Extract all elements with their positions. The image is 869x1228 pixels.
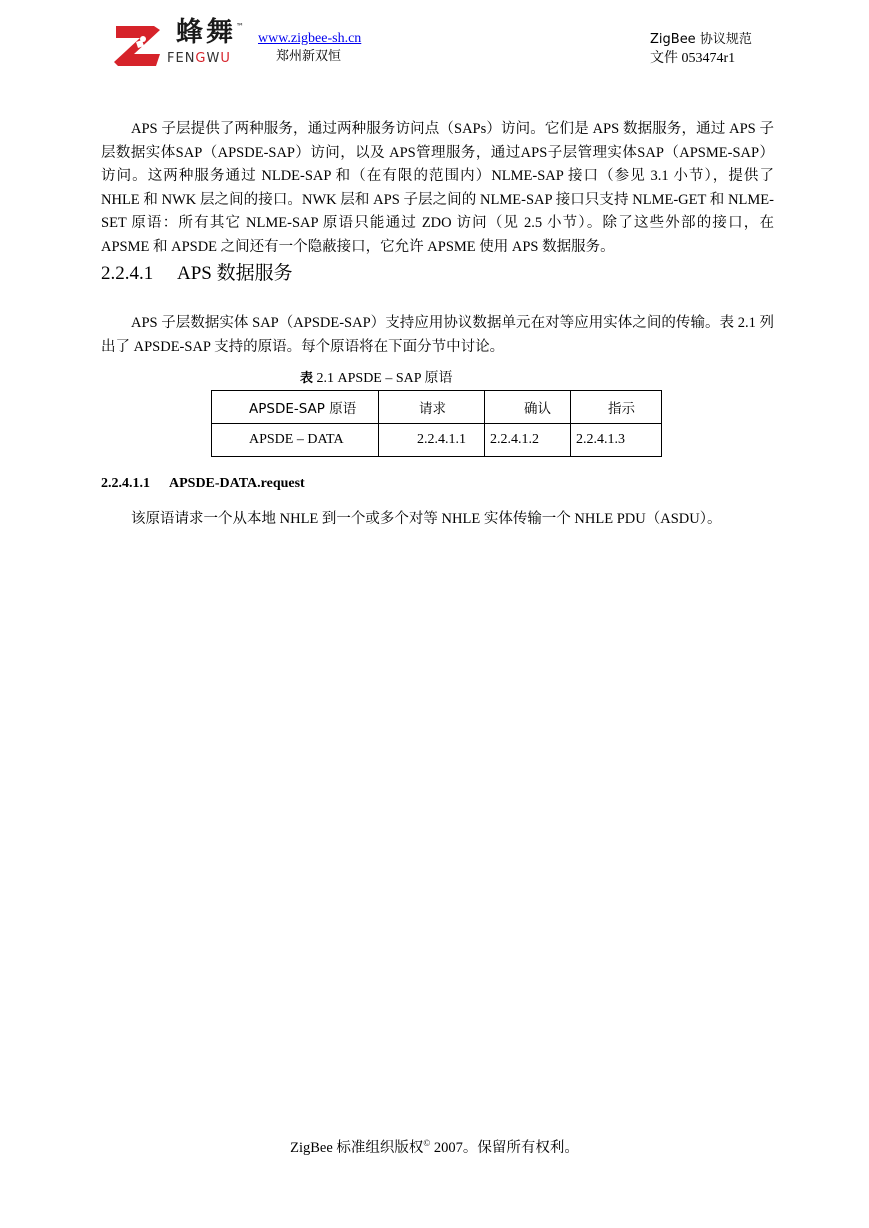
table-caption: 表 2.1 APSDE – SAP 原语 <box>300 371 453 386</box>
table-header-row <box>212 391 662 424</box>
subsection-number: 2.2.4.1.1 <box>101 476 150 491</box>
brand-english-name: FENGWU <box>167 51 231 66</box>
section-heading <box>101 261 293 287</box>
table-row <box>212 424 662 457</box>
header-cell: APSDE-SAP 原语 <box>212 391 379 424</box>
trademark-mark: ™ <box>236 22 244 31</box>
section-number: 2.2.4.1 <box>101 263 154 284</box>
table-cell: 2.2.4.1.3 <box>571 424 662 457</box>
subsection-heading <box>101 474 305 494</box>
header-cell: 确认 <box>485 391 571 424</box>
table-cell: 2.2.4.1.1 <box>379 424 485 457</box>
header-cell: 指示 <box>571 391 662 424</box>
copyright-icon: © <box>423 1138 431 1148</box>
table-cell: APSDE – DATA <box>212 424 379 457</box>
subsection-paragraph: 该原语请求一个从本地 NHLE 到一个或多个对等 NHLE 实体传输一个 NHLE PDU（ASDU）。 <box>131 511 722 527</box>
document-title: ZigBee 协议规范 <box>650 32 752 47</box>
brand-chinese-name: 蜂舞 <box>176 17 236 48</box>
section-title: APS 数据服务 <box>177 263 293 284</box>
table-cell: 2.2.4.1.2 <box>485 424 571 457</box>
primitives-table <box>211 390 662 457</box>
document-number: 文件 053474r1 <box>650 51 736 66</box>
company-name: 郑州新双恒 <box>276 48 342 63</box>
subsection-title: APSDE-DATA.request <box>169 476 305 491</box>
header-cell: 请求 <box>379 391 485 424</box>
section-paragraph: APS 子层数据实体 SAP（APSDE-SAP）支持应用协议数据单元在对等应用实体之间的传输。表 2.1 列出了 APSDE-SAP 支持的原语。每个原语将在下面分节中讨论。 <box>101 315 774 355</box>
intro-paragraph: APS 子层提供了两种服务，通过两种服务访问点（SAPs）访问。它们是 APS 数据服务，通过 APS 子层数据实体SAP（APSDE-SAP）访问，以及 APS管理服务，通过APS子层管理实体SAP（APSME-SAP）访问。这两种服务通过 NLDE-SAP 和（在有限的范围内）NLME-SAP 接口（参见 3.1 小节），提供了 NHLE 和 NWK 层之间的接口。NWK 层和 APS 子层之间的 NLME-SAP 接口只支持 NLME-GET 和 NLME-SET 原语：所有其它 NLME-SAP 原语只能通过 ZDO 访问（见 2.5 小节）。除了这些外部的接口，在 APSME 和 APSDE 之间还有一个隐蔽接口，它允许 APSME 使用 APS 数据服务。 <box>101 121 774 255</box>
website-link[interactable]: www.zigbee-sh.cn <box>258 31 362 46</box>
copyright-footer: ZigBee 标准组织版权© 2007。保留所有权利。 <box>290 1138 579 1156</box>
